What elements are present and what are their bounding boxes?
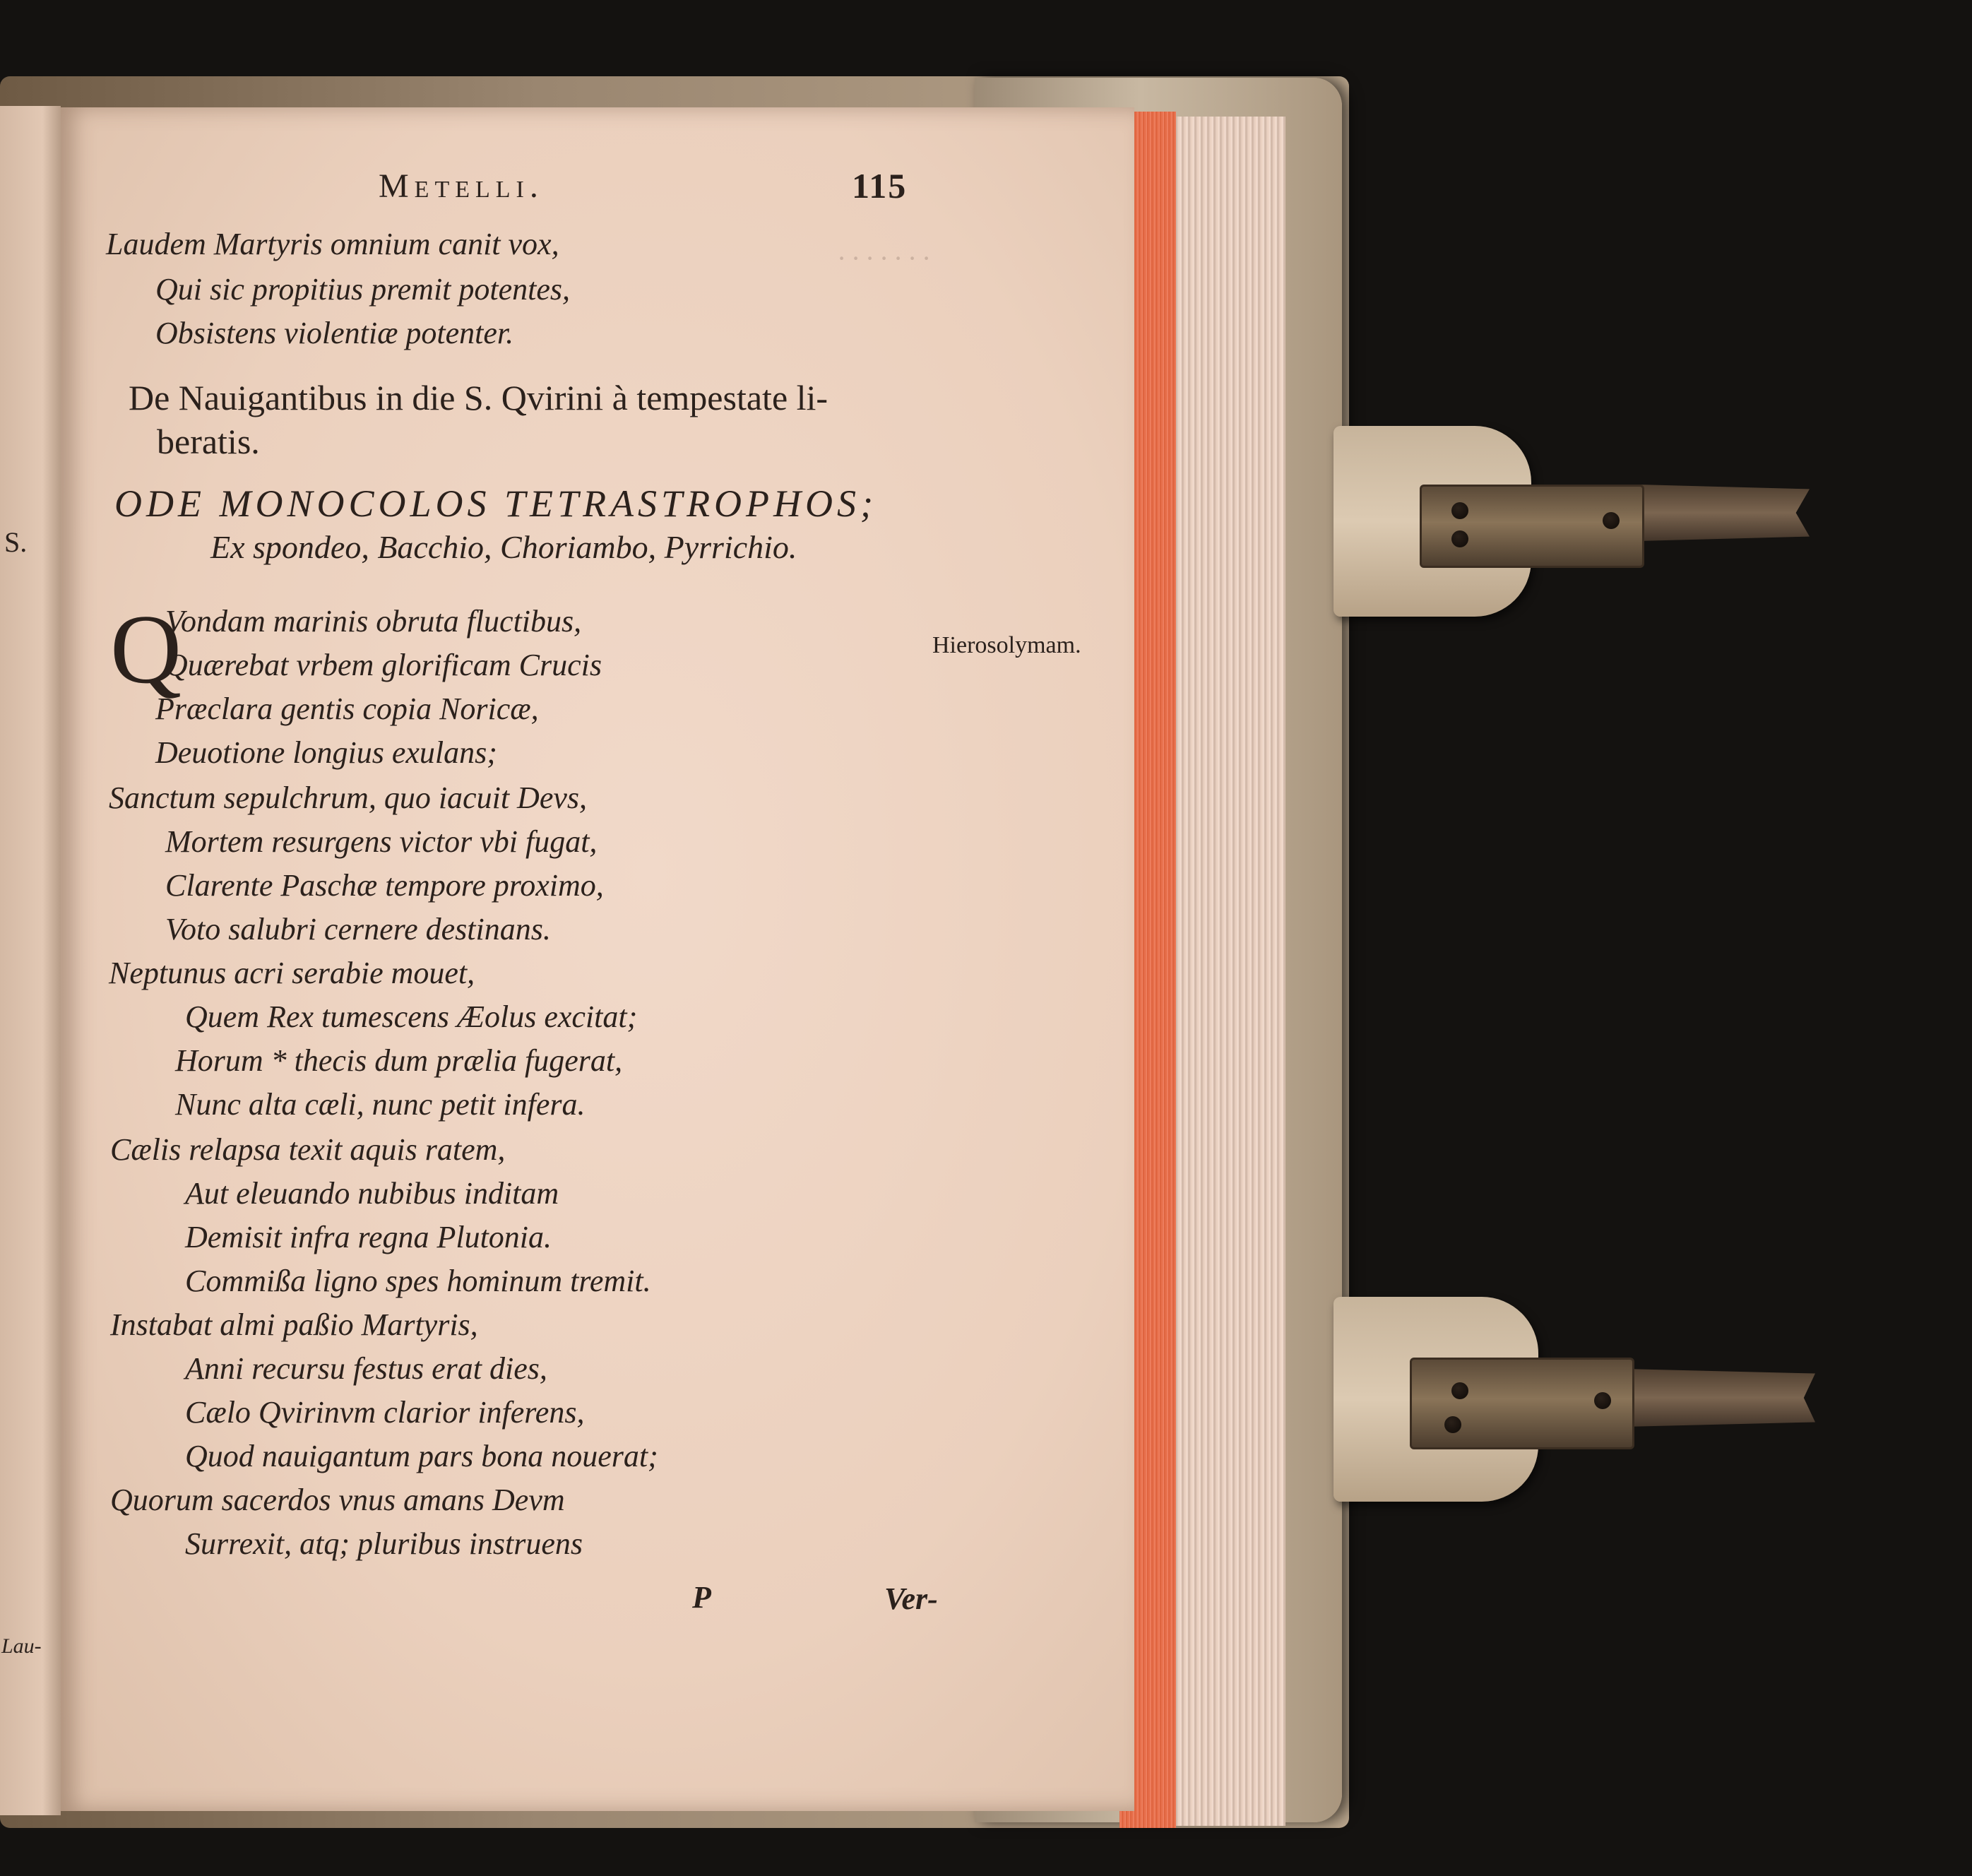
- verse-line: Laudem Martyris omnium canit vox,: [106, 227, 559, 261]
- poem-line: Quod nauigantum pars bona nouerat;: [185, 1439, 658, 1473]
- upper-clasp-plate: [1420, 485, 1644, 568]
- section-heading: beratis.: [157, 422, 260, 461]
- rivet-icon: [1451, 530, 1468, 547]
- rivet-icon: [1603, 512, 1620, 529]
- poem-line: Demisit infra regna Plutonia.: [185, 1220, 552, 1254]
- poem-line: Commißa ligno spes hominum tremit.: [185, 1264, 651, 1298]
- poem-line: Surrexit, atq; pluribus instruens: [185, 1526, 583, 1561]
- poem-line: Nunc alta cæli, nunc petit infera.: [175, 1087, 586, 1122]
- poem-line: Cælo Qvirinvm clarior inferens,: [185, 1395, 585, 1430]
- verse-line: Obsistens violentiæ potenter.: [155, 316, 514, 350]
- poem-line: Clarente Paschæ tempore proximo,: [165, 868, 604, 903]
- poem-line: Instabat almi paßio Martyris,: [110, 1307, 478, 1342]
- rivet-icon: [1451, 502, 1468, 519]
- margin-note: Hierosolymam.: [932, 632, 1081, 658]
- poem-line: Quem Rex tumescens Æolus excitat;: [185, 999, 638, 1034]
- ode-subtitle: Ex spondeo, Bacchio, Choriambo, Pyrrichio.: [210, 529, 797, 565]
- bleed-through-text: · · · · · · ·: [838, 242, 929, 274]
- verse-line: Qui sic propitius premit potentes,: [155, 272, 571, 307]
- poem-line: Neptunus acri serabie mouet,: [109, 956, 475, 990]
- poem-line: Deuotione longius exulans;: [155, 735, 497, 770]
- lower-clasp-tab: [1624, 1369, 1815, 1427]
- rivet-icon: [1444, 1416, 1461, 1433]
- poem-line: Voto salubri cernere destinans.: [165, 912, 551, 946]
- poem-line: Horum * thecis dum prælia fugerat,: [175, 1043, 623, 1078]
- rivet-icon: [1451, 1382, 1468, 1399]
- page-number: 115: [852, 166, 908, 206]
- left-page-fragment: S.: [4, 526, 28, 558]
- page-stack: [1172, 117, 1285, 1826]
- left-page-catchword: Lau-: [1, 1634, 42, 1658]
- poem-line: Quærebat vrbem glorificam Crucis: [165, 648, 602, 682]
- poem-line: Cælis relapsa texit aquis ratem,: [110, 1132, 506, 1167]
- poem-line: Præclara gentis copia Noricæ,: [155, 691, 539, 726]
- signature-mark: P: [692, 1580, 711, 1615]
- drop-cap: Q: [110, 595, 182, 704]
- rivet-icon: [1594, 1392, 1611, 1409]
- poem-line: Anni recursu festus erat dies,: [185, 1351, 547, 1386]
- upper-clasp-tab: [1639, 485, 1810, 541]
- right-page: [61, 107, 1134, 1811]
- catchword: Ver-: [884, 1581, 938, 1616]
- poem-line: Quorum sacerdos vnus amans Devm: [110, 1483, 565, 1517]
- poem-line: Sanctum sepulchrum, quo iacuit Devs,: [109, 780, 587, 815]
- lower-clasp-plate: [1410, 1358, 1634, 1449]
- poem-line: Aut eleuando nubibus inditam: [185, 1176, 559, 1211]
- poem-line: Mortem resurgens victor vbi fugat,: [165, 824, 598, 859]
- running-title: Metelli.: [379, 167, 544, 205]
- poem-line: Vondam marinis obruta fluctibus,: [165, 604, 582, 639]
- left-page-edge: [0, 106, 61, 1815]
- ode-title: ODE MONOCOLOS TETRASTROPHOS;: [114, 482, 878, 525]
- section-heading: De Nauigantibus in die S. Qvirini à tempestate li-: [129, 378, 828, 417]
